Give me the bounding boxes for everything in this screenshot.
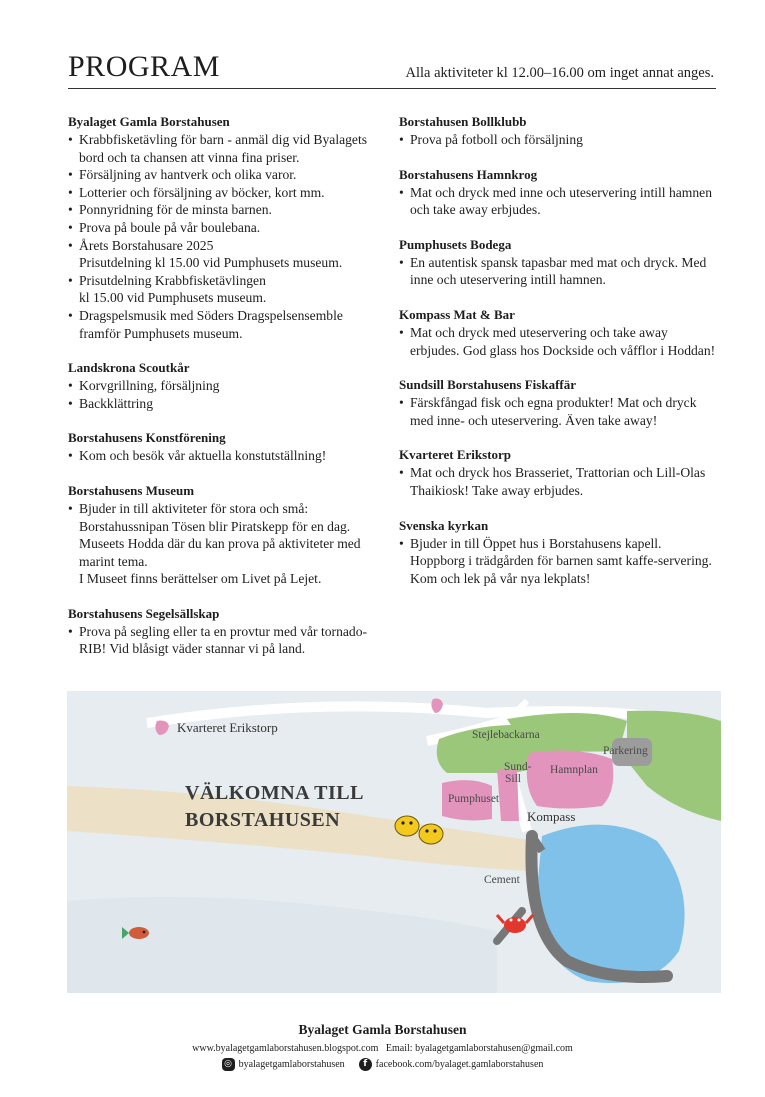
list-item: • Krabbfisketävling för barn - anmäl dig vid Byalagets bord och ta chansen att vinna fina priser.	[68, 131, 386, 166]
section-heading: Byalaget Gamla Borstahusen	[68, 114, 230, 129]
list-item: • Prova på fotboll och försäljning	[399, 131, 717, 149]
page-subtitle: Alla aktiviteter kl 12.00–16.00 om inget annat anges.	[405, 65, 714, 81]
list-item: • Färskfångad fisk och egna produkter! Mat och dryck med inne- och uteservering. Även take away!	[399, 394, 717, 429]
list-item: • Prova på boule på vår boulebana.	[68, 219, 386, 237]
section-list	[68, 447, 386, 465]
instagram-handle: byalagetgamlaborstahusen	[238, 1058, 345, 1070]
map-label-pumphuset: Pumphuset	[448, 793, 500, 805]
list-item: • Prisutdelning Krabbfisketävlingen	[68, 272, 386, 290]
section-list	[68, 623, 386, 658]
section-heading: Borstahusen Bollklubb	[399, 114, 527, 129]
section-heading: Kompass Mat & Bar	[399, 306, 515, 322]
map-label-sund: Sund-	[504, 761, 532, 773]
list-item: kl 15.00 vid Pumphusets museum.	[79, 290, 267, 306]
list-item: • Korvgrillning, försäljning	[68, 377, 386, 395]
list-item: • En autentisk spansk tapasbar med mat och dryck. Med inne och uteservering intill hamnen.	[399, 254, 717, 289]
list-item: • Mat och dryck med inne och uteservering intill hamnen och take away erbjudes.	[399, 184, 717, 219]
list-item: • Kom och besök vår aktuella konstutställning!	[68, 447, 386, 465]
program-column-right	[399, 112, 717, 603]
facebook-url: facebook.com/byalaget.gamlaborstahusen	[375, 1058, 544, 1070]
section-list	[399, 394, 717, 429]
map-label-erikstorp: Kvarteret Erikstorp	[177, 720, 278, 735]
list-item: • Backklättring	[68, 395, 386, 413]
footer-instagram[interactable]	[222, 1058, 345, 1071]
list-item: I Museet finns berättelser om Livet på Lejet.	[79, 571, 322, 587]
list-item: • Lotterier och försäljning av böcker, kort mm.	[68, 184, 386, 202]
facebook-icon: f	[359, 1058, 372, 1071]
footer-web-link[interactable]: www.byalagetgamlaborstahusen.blogspot.com	[192, 1043, 379, 1054]
program-section	[399, 516, 717, 588]
list-item: • Försäljning av hantverk och olika varor.	[68, 166, 386, 184]
program-section	[68, 604, 386, 658]
map-welcome-text	[185, 780, 364, 834]
map-label-kompass: Kompass	[527, 809, 576, 824]
section-heading: Borstahusens Museum	[68, 482, 195, 498]
instagram-icon: ◎	[222, 1058, 235, 1071]
section-heading: Borstahusens Konstförening	[68, 430, 226, 446]
list-item: • Prova på segling eller ta en provtur med vår tornado-RIB! Vid blåsigt väder stannar vi på land.	[68, 623, 386, 658]
footer-facebook[interactable]	[359, 1058, 544, 1071]
program-section	[399, 305, 717, 359]
list-item: Borstahussnipan Tösen blir Piratskepp för en dag.	[79, 518, 351, 534]
list-item: • Ponnyridning för de minsta barnen.	[68, 201, 386, 219]
section-heading: Borstahusens Hamnkrog	[399, 166, 538, 182]
map-building-hamnplan	[527, 751, 613, 809]
section-list	[399, 131, 717, 149]
map-label-sill: Sill	[505, 773, 521, 785]
section-list	[399, 535, 717, 588]
map-label-cement: Cement	[484, 874, 520, 886]
welcome-line-2: BORSTAHUSEN	[185, 809, 341, 831]
list-item: Prisutdelning kl 15.00 vid Pumphusets museum.	[79, 255, 343, 271]
page-footer	[0, 1022, 765, 1071]
map-label-stejlebackarna: Stejlebackarna	[472, 729, 540, 741]
page-title: PROGRAM	[68, 50, 220, 83]
footer-email[interactable]: Email: byalagetgamlaborstahusen@gmail.com	[385, 1043, 573, 1054]
list-item: • Bjuder in till Öppet hus i Borstahusens kapell. Hoppborg i trädgården för barnen samt kaffe-servering. Kom och lek på vår nya lekplats!	[399, 535, 717, 588]
section-list	[399, 184, 717, 219]
area-map	[67, 691, 721, 993]
section-heading: Sundsill Borstahusens Fiskaffär	[399, 377, 576, 393]
program-section	[399, 235, 717, 289]
list-item: • Årets Borstahusare 2025	[68, 237, 386, 255]
crab-yellow-icon	[395, 816, 419, 836]
section-list	[399, 464, 717, 499]
list-item: • Dragspelsmusik med Söders Dragspelsensemble framför Pumphusets museum.	[68, 307, 386, 342]
map-label-hamnplan: Hamnplan	[550, 764, 598, 776]
section-list	[399, 324, 717, 359]
section-heading: Pumphusets Bodega	[399, 236, 512, 252]
program-section	[68, 428, 386, 465]
section-heading: Kvarteret Erikstorp	[399, 447, 512, 463]
program-section	[68, 481, 386, 588]
map-label-parkering: Parkering	[603, 745, 648, 757]
footer-org: Byalaget Gamla Borstahusen	[298, 1022, 467, 1037]
footer-social	[0, 1058, 765, 1071]
section-heading: Svenska kyrkan	[399, 517, 489, 533]
section-list	[399, 254, 717, 289]
program-section	[399, 165, 717, 219]
list-item: • Mat och dryck hos Brasseriet, Trattorian och Lill-Olas Thaikiosk! Take away erbjudes.	[399, 464, 717, 499]
footer-contact	[0, 1043, 765, 1054]
section-list	[68, 377, 386, 412]
program-section	[68, 112, 386, 342]
program-section	[399, 445, 717, 499]
section-list	[68, 131, 386, 342]
map-graphic	[67, 691, 721, 993]
section-list	[68, 500, 386, 588]
program-section	[399, 112, 717, 149]
section-heading: Landskrona Scoutkår	[68, 360, 190, 376]
list-item: Museets Hodda där du kan prova på aktiviteter med marint tema.	[79, 536, 361, 569]
program-section	[68, 358, 386, 412]
program-column-left	[68, 112, 386, 674]
list-item: • Mat och dryck med uteservering och take away erbjudes. God glass hos Dockside och våfflor i Hoddan!	[399, 324, 717, 359]
program-section	[399, 375, 717, 429]
list-item: • Bjuder in till aktiviteter för stora och små:	[68, 500, 386, 518]
crab-yellow-icon-2	[419, 824, 443, 844]
section-heading: Borstahusens Segelsällskap	[68, 605, 220, 621]
page-header	[68, 50, 716, 89]
welcome-line-1: VÄLKOMNA TILL	[185, 782, 364, 804]
